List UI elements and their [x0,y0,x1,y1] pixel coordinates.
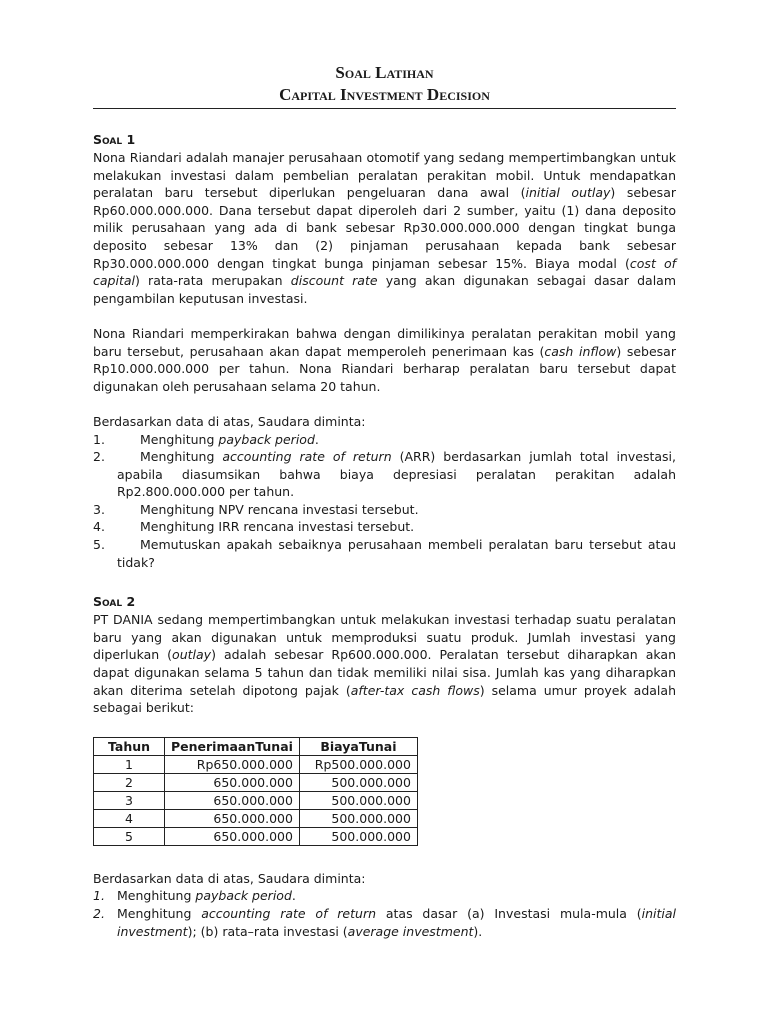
title-divider [93,108,676,109]
table-row [94,809,418,827]
table-cell: 2 [94,773,165,791]
table-cell: 650.000.000 [165,791,300,809]
document-page [93,62,676,940]
document-subtitle: Capital Investment Decision [279,85,490,104]
table-header-cell: PenerimaanTunai [165,737,300,755]
table-cell: 500.000.000 [299,773,417,791]
soal2-paragraph: PT DANIA sedang mempertimbangkan untuk melakukan investasi terhadap suatu peralatan baru yang akan digunakan untuk memproduksi suatu produk. Jumlah investasi yang diperlukan (outlay) adalah sebesar Rp600.000.000. Peralatan tersebut diharapkan akan dapat digunakan selama 5 tahun dan tidak memiliki nilai sisa. Jumlah kas yang diharapkan akan diterima setelah dipotong pajak (after-tax cash flows) selama umur proyek adalah sebagai berikut: [93,612,676,716]
table-row [94,755,418,773]
soal1-heading: Soal 1 [93,132,136,147]
soal1-paragraph-2: Nona Riandari memperkirakan bahwa dengan dimilikinya peralatan perakitan mobil yang baru tersebut, perusahaan akan dapat memperoleh penerimaan kas (cash inflow) sebesar Rp10.000.000.000 per tahun. Nona Riandari berharap peralatan baru tersebut dapat digunakan oleh perusahaan selama 20 tahun. [93,325,676,394]
table-row [94,791,418,809]
table-header-row [94,737,418,755]
table-header-cell: BiayaTunai [299,737,417,755]
list-item: 1. Menghitung payback period. [93,888,296,904]
soal1-paragraph-1: Nona Riandari adalah manajer perusahaan otomotif yang sedang mempertimbangkan untuk melakukan investasi dalam pembelian peralatan perakitan mobil. Untuk mendapatkan peralatan baru tersebut diperlukan pengeluaran dana awal (initial outlay) sebesar Rp60.000.000.000. Dana tersebut dapat diperoleh dari 2 sumber, yaitu (1) dana deposito milik perusahaan yang ada di bank sebesar Rp30.000.000.000 dengan tingkat bunga deposito sebesar 13% dan (2) pinjaman perusahaan kepada bank sebesar Rp30.000.000.000 dengan tingkat bunga pinjaman sebesar 15%. Biaya modal (cost of capital) rata-rata merupakan discount rate yang akan digunakan sebagai dasar dalam pengambilan keputusan investasi. [93,150,677,306]
table-header-cell: Tahun [94,737,165,755]
list-item: 5. Memutuskan apakah sebaiknya perusahaan membeli peralatan baru tersebut atau tidak? [93,537,676,570]
list-item: 3. Menghitung NPV rencana investasi tersebut. [93,501,419,517]
table-cell: 650.000.000 [165,773,300,791]
table-cell: 650.000.000 [165,809,300,827]
table-cell: 500.000.000 [299,791,417,809]
soal1-intro: Berdasarkan data di atas, Saudara diminta: [93,413,366,429]
table-cell: 650.000.000 [165,827,300,845]
table-cell: Rp650.000.000 [165,755,300,773]
list-item: 2. Menghitung accounting rate of return (ARR) berdasarkan jumlah total investasi, apabila diasumsikan bahwa biaya depresiasi peralatan perakitan adalah Rp2.800.000.000 per tahun. [93,449,676,500]
soal2-heading: Soal 2 [93,594,136,610]
list-item: 1. Menghitung payback period. [93,431,319,447]
soal2-task-list [93,887,676,940]
table-cell: 1 [94,755,165,773]
list-item: 2. Menghitung accounting rate of return atas dasar (a) Investasi mula-mula (initial investment); (b) rata–rata investasi (average investment). [93,906,677,939]
table-row [94,827,418,845]
table-cell: 3 [94,791,165,809]
soal2-intro: Berdasarkan data di atas, Saudara diminta: [93,870,366,886]
list-item: 4. Menghitung IRR rencana investasi tersebut. [93,519,415,535]
document-title: Soal Latihan [335,63,434,82]
table-cell: 5 [94,827,165,845]
table-cell: Rp500.000.000 [299,755,417,773]
table-cell: 500.000.000 [299,809,417,827]
table-row [94,773,418,791]
table-cell: 500.000.000 [299,827,417,845]
cash-flow-table [93,737,418,846]
soal1-task-list [93,431,676,572]
table-cell: 4 [94,809,165,827]
